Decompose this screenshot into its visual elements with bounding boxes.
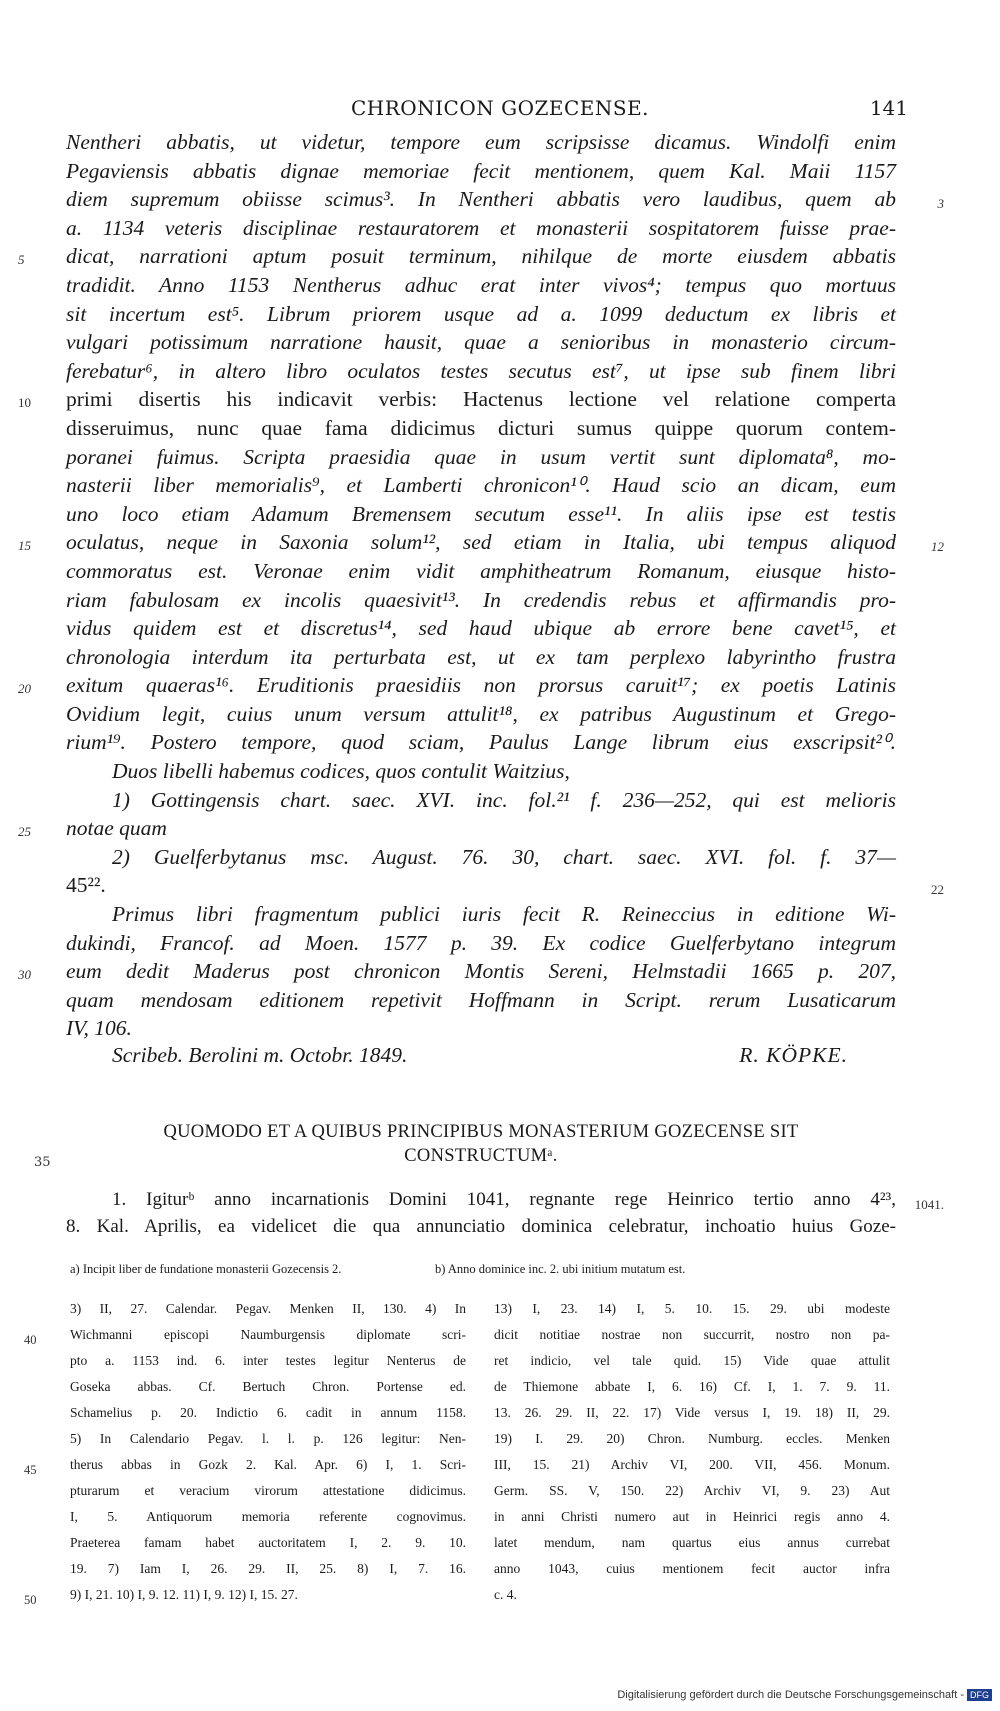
page-number: 141 (869, 96, 908, 120)
footnote-line (494, 1322, 890, 1348)
line-text: 8. Kal. Aprilis, ea videlicet die qua annunciatio dominica celebratur, inchoatio huius Goze- (66, 1216, 896, 1237)
line-text: vidus quidem est et discretus¹⁴, sed haud ubique ab errore bene cavet¹⁵, et (66, 616, 896, 641)
text-line (66, 757, 896, 786)
footnote-line (70, 1426, 466, 1452)
line-number: 20 (18, 681, 31, 697)
line-text: IV, 106. (66, 1016, 132, 1041)
line-text: dukindi, Francof. ad Moen. 1577 p. 39. Ex codice Guelferbytano integrum (66, 930, 896, 955)
footnote-line (494, 1452, 890, 1478)
line-text: diem supremum obiisse scimus³. In Nentheri abbatis vero laudibus, quem ab (66, 187, 896, 212)
line-number: 10 (18, 395, 31, 411)
line-text: riam fabulosam ex incolis quaesivit¹³. In credendis rebus et affirmandis pro- (66, 587, 896, 612)
text-line (66, 300, 896, 329)
footnote-text: in anni Christi numero aut in Heinrici regis anno 4. (494, 1509, 890, 1524)
introduction-text (18, 128, 944, 1073)
footnote-line (494, 1400, 890, 1426)
line-text: Primus libri fragmentum publici iuris fecit R. Reineccius in editione Wi- (112, 902, 896, 927)
text-line (18, 528, 944, 557)
line-text: Ovidium legit, cuius unum versum attulit¹⁸, ex patribus Augustinum et Grego- (66, 701, 896, 726)
footnote-text: c. 4. (494, 1587, 517, 1602)
line-text: chronologia interdum ita perturbata est, ut ex tam perplexo labyrintho frustra (66, 644, 896, 669)
section-title-line-1: QUOMODO ET A QUIBUS PRINCIPIBUS MONASTERIUM GOZECENSE SIT (163, 1122, 799, 1142)
footnote-line (70, 1400, 466, 1426)
footnote-text: 5) In Calendario Pegav. l. l. p. 126 legitur: Nen- (70, 1431, 466, 1446)
text-line (66, 185, 944, 214)
line-text: Nentheri abbatis, ut videtur, tempore eum scripsisse dicamus. Windolfi enim (66, 130, 896, 154)
text-line (66, 986, 896, 1015)
footnote-line (24, 1582, 466, 1608)
footnote-text: 13. 26. 29. II, 22. 17) Vide versus I, 19. 18) II, 29. (494, 1405, 890, 1420)
text-line (66, 1186, 944, 1213)
text-line (18, 814, 896, 843)
footnote-line (70, 1504, 466, 1530)
text-line (66, 357, 896, 386)
footnote-line (494, 1556, 890, 1582)
text-line (66, 414, 896, 443)
footnote-text: pto a. 1153 ind. 6. inter testes legitur Nenterus de (70, 1353, 466, 1368)
signature (66, 1043, 896, 1073)
margin-year: 1041. (914, 1197, 944, 1212)
text-line (18, 671, 896, 700)
section-text (66, 1186, 944, 1240)
footnote-line (70, 1348, 466, 1374)
footnote-text: 19. 7) Iam I, 26. 29. II, 25. 8) I, 7. 16. (70, 1561, 466, 1576)
line-number: 45 (24, 1463, 37, 1477)
credit-text: Digitalisierung gefördert durch die Deutsche Forschungsgemeinschaft - (617, 1688, 964, 1701)
footnote-line (70, 1374, 466, 1400)
apparatus-note-a: a) Incipit liber de fundatione monasterii Gozecensis 2. (70, 1262, 342, 1276)
line-text: ferebatur⁶, in altero libro oculatos testes secutus est⁷, ut ipse sub finem libri (66, 358, 896, 383)
footnote-text: pturarum et veracium virorum attestatione didicimus. (70, 1483, 466, 1498)
line-text: oculatus, neque in Saxonia solum¹², sed etiam in Italia, ubi tempus aliquod (66, 530, 896, 555)
margin-note: 12 (931, 539, 944, 555)
footnote-text: 9) I, 21. 10) I, 9. 12. 11) I, 9. 12) I, 15. 27. (70, 1587, 298, 1602)
line-number: 15 (18, 538, 31, 554)
text-line (66, 1213, 896, 1240)
footnote-line (70, 1478, 466, 1504)
text-line (66, 929, 896, 958)
footnote-line (70, 1530, 466, 1556)
footnote-text: ret indicio, vel tale quid. 15) Vide quae attulit (494, 1353, 890, 1368)
line-text: tradidit. Anno 1153 Nentherus adhuc erat inter vivos⁴; tempus quo mortuus (66, 272, 896, 297)
footnote-text: latet mendum, nam quartus eius annus currebat (494, 1535, 890, 1550)
text-line (66, 500, 896, 529)
section-heading (66, 1120, 896, 1168)
text-line (66, 871, 944, 900)
line-text: poranei fuimus. Scripta praesidia quae in usum vertit sunt diplomata⁸, mo- (66, 444, 896, 469)
line-number: 50 (24, 1593, 37, 1607)
line-number: 40 (24, 1333, 37, 1347)
line-number: 30 (18, 967, 31, 983)
footnote-line (494, 1530, 890, 1556)
text-line (66, 843, 896, 872)
line-text: 1) Gottingensis chart. saec. XVI. inc. fol.²¹ f. 236—252, qui est melioris (112, 787, 896, 812)
margin-note: 3 (937, 196, 944, 212)
margin-note: 22 (931, 882, 944, 898)
line-text: a. 1134 veteris disciplinae restauratorem et monasterii sospitatorem fuisse prae- (66, 215, 896, 240)
line-text: Duos libelli habemus codices, quos contulit Waitzius, (112, 759, 570, 784)
text-line (66, 471, 896, 500)
digitization-credit (617, 1689, 992, 1701)
footnote-text: 19) I. 29. 20) Chron. Numburg. eccles. Menken (494, 1431, 890, 1446)
footnote-line (494, 1504, 890, 1530)
running-head: CHRONICON GOZECENSE. (350, 96, 650, 120)
footnote-text: dicit notitiae nostrae non succurrit, nostro non pa- (494, 1327, 890, 1342)
footnote-text: 3) II, 27. Calendar. Pegav. Menken II, 130. 4) In (70, 1301, 466, 1316)
line-text: notae quam (66, 816, 167, 841)
text-line (66, 271, 896, 300)
footnote-line (494, 1296, 890, 1322)
line-number: 5 (18, 252, 25, 268)
line-text: eum dedit Maderus post chronicon Montis Sereni, Helmstadii 1665 p. 207, (66, 959, 896, 984)
text-line (18, 385, 896, 414)
footnote-text: anno 1043, cuius mentionem fecit auctor infra (494, 1561, 890, 1576)
line-text: exitum quaeras¹⁶. Eruditionis praesidiis non prorsus caruit¹⁷; ex poetis Latinis (66, 673, 896, 698)
text-line (66, 1014, 896, 1043)
footnote-line (24, 1452, 466, 1478)
line-text: 45²². (66, 873, 106, 898)
line-text: dicat, narrationi aptum posuit terminum, nihilque de morte eiusdem abbatis (66, 244, 896, 269)
footnote-line (494, 1426, 890, 1452)
footnote-line (494, 1374, 890, 1400)
footnote-text: Schamelius p. 20. Indictio 6. cadit in annum 1158. (70, 1405, 466, 1420)
line-text: 2) Guelferbytanus msc. August. 76. 30, chart. saec. XVI. fol. f. 37— (112, 844, 896, 869)
text-line (66, 786, 896, 815)
line-text: 1. Igiturᵇ anno incarnationis Domini 1041, regnante rege Heinrico tertio anno 4²³, (112, 1189, 896, 1210)
text-line (66, 443, 896, 472)
text-line (66, 700, 896, 729)
dfg-logo: DFG (967, 1689, 992, 1701)
footnote-text: Goseka abbas. Cf. Bertuch Chron. Portense ed. (70, 1379, 466, 1394)
footnotes-left-column (24, 1296, 466, 1608)
text-line (66, 586, 896, 615)
apparatus-note-b: b) Anno dominice inc. 2. ubi initium mutatum est. (435, 1262, 686, 1276)
line-text: sit incertum est⁵. Librum priorem usque ad a. 1099 deductum ex libris et (66, 301, 896, 326)
line-text: vulgari potissimum narratione hausit, quae a senioribus in monasterio circum- (66, 330, 896, 355)
footnote-line (494, 1582, 890, 1608)
line-text: nasterii liber memorialis⁹, et Lamberti chronicon¹⁰. Haud scio an dicam, eum (66, 473, 896, 498)
footnote-text: Germ. SS. V, 150. 22) Archiv VI, 9. 23) Aut (494, 1483, 890, 1498)
signature-date: Scribeb. Berolini m. Octobr. 1849. (112, 1043, 408, 1067)
line-text: rium¹⁹. Postero tempore, quod sciam, Paulus Lange librum eius exscripsit²⁰. (66, 730, 896, 755)
footnotes-right-column (494, 1296, 890, 1608)
line-number: 25 (18, 824, 31, 840)
line-text: primi disertis his indicavit verbis: Hactenus lectione vel relatione comperta (66, 387, 896, 412)
footnote-line (24, 1322, 466, 1348)
line-text: Pegaviensis abbatis dignae memoriae fecit mentionem, quem Kal. Maii 1157 (66, 158, 896, 183)
footnote-line (494, 1478, 890, 1504)
signature-author: R. KÖPKE. (739, 1043, 848, 1067)
footnote-text: I, 5. Antiquorum memoria referente cognovimus. (70, 1509, 466, 1524)
text-line (66, 157, 896, 186)
footnote-line (494, 1348, 890, 1374)
text-line (66, 728, 896, 757)
text-line (66, 614, 896, 643)
line-text: quam mendosam editionem repetivit Hoffmann in Script. rerum Lusaticarum (66, 987, 896, 1012)
footnote-line (70, 1296, 466, 1322)
footnote-text: Wichmanni episcopi Naumburgensis diplomate scri- (70, 1327, 466, 1342)
footnote-text: therus abbas in Gozk 2. Kal. Apr. 6) I, 1. Scri- (70, 1457, 466, 1472)
text-line (18, 957, 896, 986)
footnote-text: 13) I, 23. 14) I, 5. 10. 15. 29. ubi modeste (494, 1301, 890, 1316)
text-line (66, 214, 896, 243)
line-number: 35 (34, 1155, 51, 1170)
footnote-line (70, 1556, 466, 1582)
text-line (66, 900, 896, 929)
text-line (66, 557, 896, 586)
text-line (66, 643, 896, 672)
line-text: disseruimus, nunc quae fama didicimus dicturi sumus quippe quorum contem- (66, 415, 896, 440)
text-line (18, 242, 896, 271)
footnote-text: III, 15. 21) Archiv VI, 200. VII, 456. Monum. (494, 1457, 890, 1472)
footnote-text: Praeterea famam habet auctoritatem I, 2. 9. 10. (70, 1535, 466, 1550)
text-line (66, 128, 896, 157)
line-text: commoratus est. Veronae enim vidit amphitheatrum Romanum, eiusque histo- (66, 558, 896, 583)
footnote-text: de Thiemone abbate I, 6. 16) Cf. I, 1. 7. 9. 11. (494, 1379, 890, 1394)
section-title-line-2: CONSTRUCTUMᵃ. (404, 1146, 558, 1166)
text-line (66, 328, 896, 357)
line-text: uno loco etiam Adamum Bremensem secutum esse¹¹. In aliis ipse est testis (66, 501, 896, 526)
